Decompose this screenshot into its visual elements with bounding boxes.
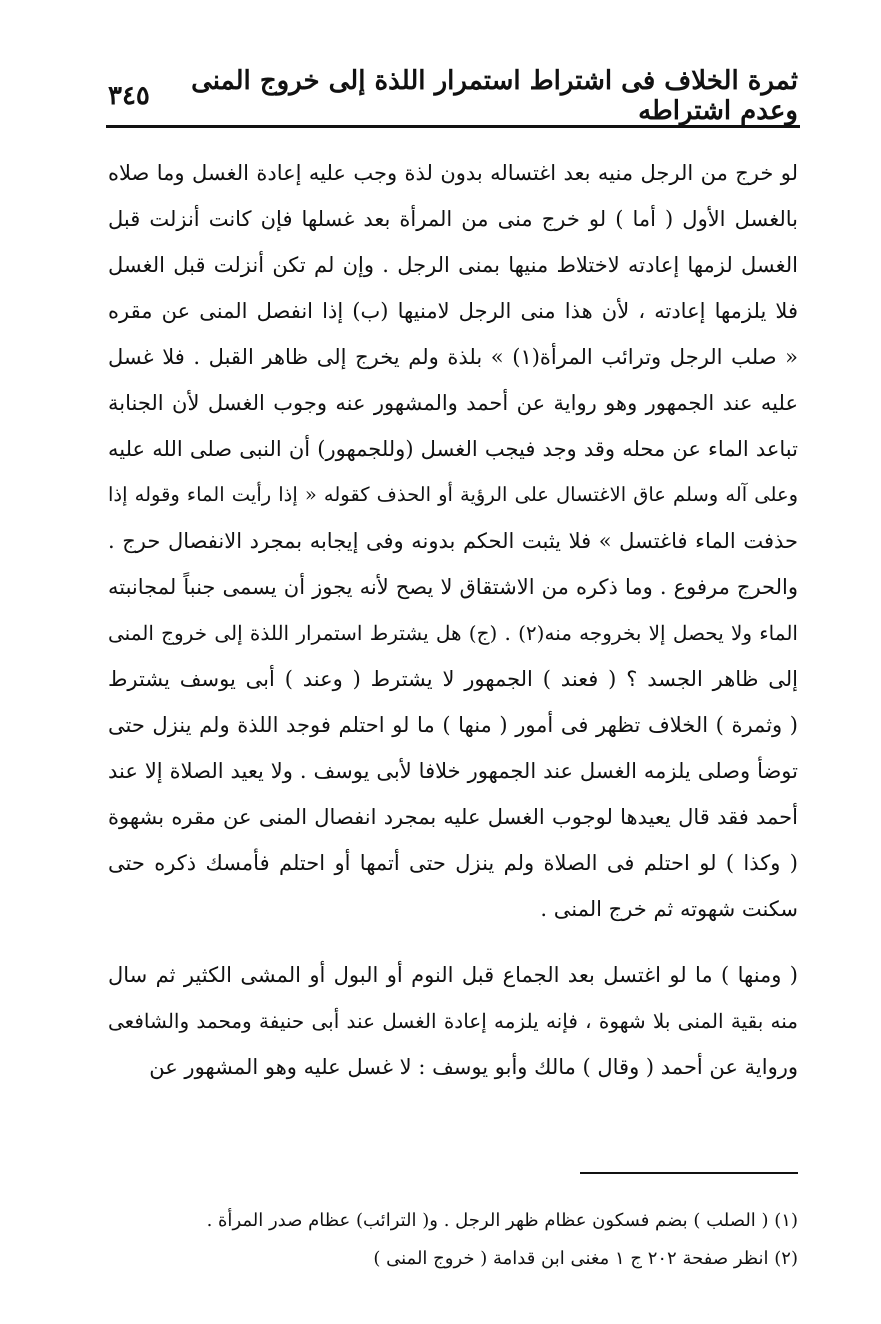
text-line: إلى ظاهر الجسد ؟ ( فعند ) الجمهور لا يشترط ( وعند ) أبى يوسف يشترط (108, 667, 798, 691)
text-line: بالغسل الأول ( أما ) لو خرج منى من المرأة بعد غسلها فإن كانت أنزلت قبل (108, 207, 798, 231)
text-line: سكنت شهوته ثم خرج المنى . (540, 897, 798, 921)
paragraph-gap (108, 932, 798, 952)
text-line: أحمد فقد قال يعيدها لوجوب الغسل عليه بمجرد انفصال المنى عن مقره بشهوة (108, 805, 798, 829)
footnotes (108, 1202, 798, 1278)
text-line: لو خرج من الرجل منيه بعد اغتساله بدون لذة وجب عليه إعادة الغسل وما صلاه (108, 161, 798, 185)
page-number: ٣٤٥ (108, 81, 150, 111)
text-line: وعلى آله وسلم عاق الاغتسال على الرؤية أو الحذف كقوله « إذا رأيت الماء وقوله إذا (108, 483, 798, 506)
text-line: توضأ وصلى يلزمه الغسل عند الجمهور خلافا لأبى يوسف . ولا يعيد الصلاة إلا عند (108, 759, 798, 783)
header-rule (106, 125, 800, 128)
text-line: حذفت الماء فاغتسل » فلا يثبت الحكم بدونه وفى إيجابه بمجرد الانفصال حرج . (108, 529, 798, 553)
running-title: ثمرة الخلاف فى اشتراط استمرار اللذة إلى خروج المنى وعدم اشتراطه (191, 66, 798, 126)
text-line: ورواية عن أحمد ( وقال ) مالك وأبو يوسف : لا غسل عليه وهو المشهور عن (149, 1055, 798, 1079)
text-line: ( وكذا ) لو احتلم فى الصلاة ولم ينزل حتى أتمها أو احتلم فأمسك ذكره حتى (108, 851, 798, 875)
footnote-rule (580, 1172, 798, 1174)
text-line: فلا يلزمها إعادته ، لأن هذا منى الرجل لامنيها (ب) إذا انفصل المنى عن مقره (108, 299, 798, 323)
text-line: الماء ولا يحصل إلا بخروجه منه(٢) . (ج) هل يشترط استمرار اللذة إلى خروج المنى (108, 621, 798, 645)
text-line: تباعد الماء عن محله وقد وجد فيجب الغسل (وللجمهور) أن النبى صلى الله عليه (108, 437, 798, 461)
text-line: ( وثمرة ) الخلاف تظهر فى أمور ( منها ) ما لو احتلم فوجد اللذة ولم ينزل حتى (108, 713, 798, 737)
text-line: والحرج مرفوع . وما ذكره من الاشتقاق لا يصح لأنه يجوز أن يسمى جنباً لمجانبته (108, 575, 798, 599)
text-line: الغسل لزمها إعادته لاختلاط منيها بمنى الرجل . وإن لم تكن أنزلت قبل الغسل (108, 253, 798, 277)
text-line: ( ومنها ) ما لو اغتسل بعد الجماع قبل النوم أو البول أو المشى الكثير ثم سال (108, 963, 798, 987)
footnote: (١) ( الصلب ) بضم فسكون عظام ظهر الرجل . و( الترائب) عظام صدر المرأة . (206, 1210, 798, 1231)
body-text (108, 150, 798, 1090)
text-line: « صلب الرجل وترائب المرأة(١) » بلذة ولم يخرج إلى ظاهر القبل . فلا غسل (108, 345, 798, 369)
page-header (108, 66, 798, 126)
text-line: عليه عند الجمهور وهو رواية عن أحمد والمشهور عنه وجوب الغسل لأن الجنابة (108, 391, 798, 415)
text-line: منه بقية المنى بلا شهوة ، فإنه يلزمه إعادة الغسل عند أبى حنيفة ومحمد والشافعى (108, 1009, 798, 1033)
footnote: (٢) انظر صفحة ٢٠٢ ج ١ مغنى ابن قدامة ( خروج المنى ) (373, 1248, 798, 1269)
